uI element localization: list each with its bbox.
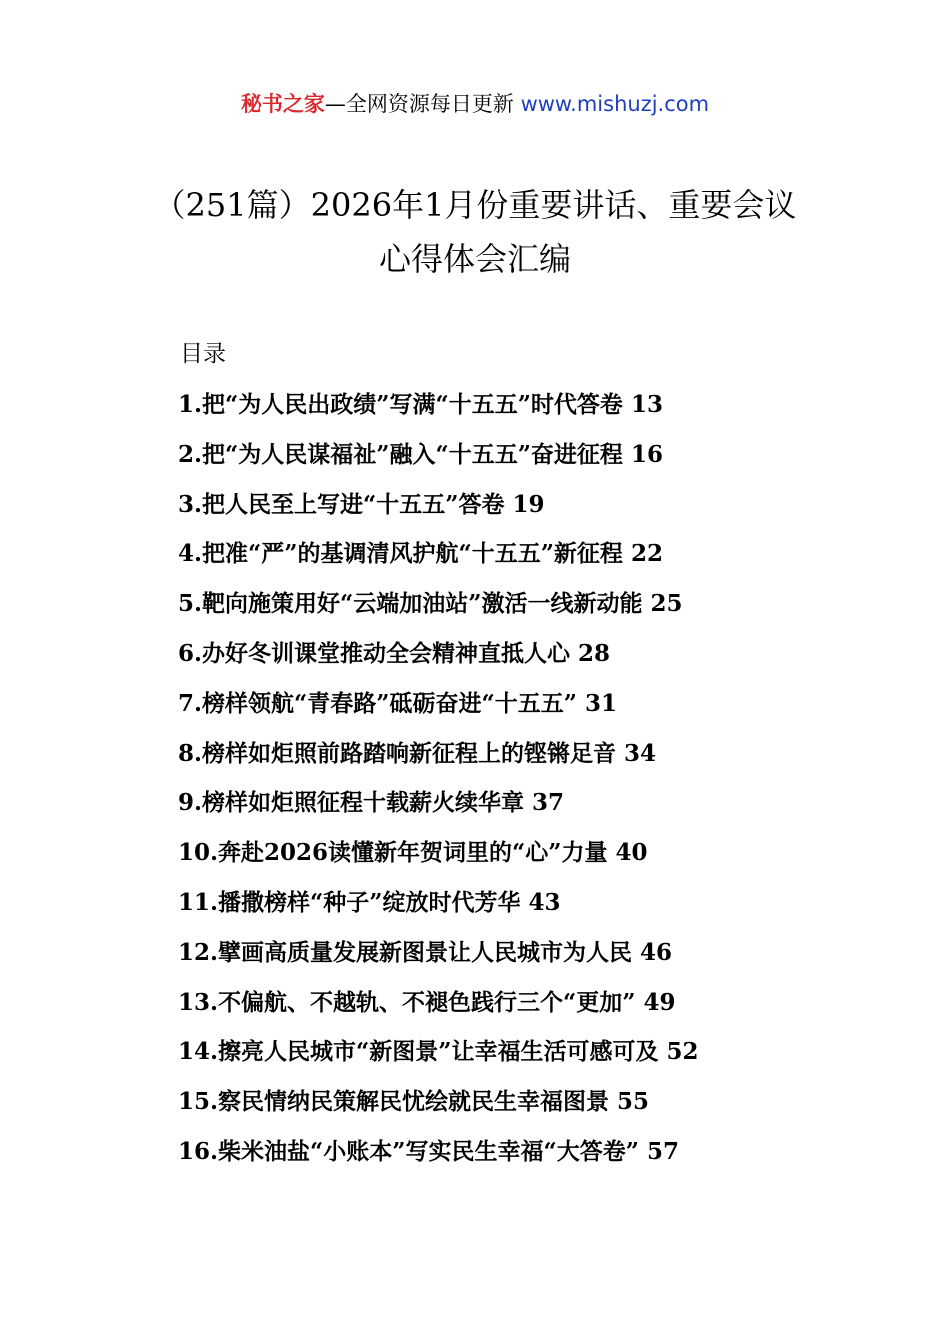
toc-entry-title: 7.榜样领航“青春路”砥砺奋进“十五五”: [178, 689, 577, 717]
toc-entry-title: 14.擦亮人民城市“新图景”让幸福生活可感可及: [178, 1038, 659, 1066]
toc-entry[interactable]: [178, 636, 818, 686]
toc-entry-page-number: 16: [630, 440, 663, 468]
toc-entry-title: 8.榜样如炬照前路踏响新征程上的铿锵足音: [178, 739, 617, 767]
toc-entry-title: 6.办好冬训课堂推动全会精神直抵人心: [178, 639, 571, 667]
toc-entry[interactable]: [178, 586, 818, 636]
toc-entry[interactable]: [178, 935, 818, 985]
toc-entry-page-number: 55: [617, 1088, 650, 1116]
toc-entry[interactable]: [178, 536, 818, 586]
document-title-line-2: 心得体会汇编: [378, 240, 571, 278]
site-url-link[interactable]: www.mishuzj.com: [520, 92, 710, 116]
toc-entry-page-number: 34: [624, 739, 657, 767]
toc-entry-page-number: 13: [630, 391, 663, 418]
toc-entry[interactable]: [178, 785, 818, 835]
toc-entry-page-number: 37: [532, 789, 565, 817]
toc-entry-page-number: 22: [630, 540, 663, 568]
toc-entry[interactable]: [178, 387, 818, 437]
toc-entry[interactable]: [178, 686, 818, 736]
header-tagline: —全网资源每日更新: [324, 92, 514, 116]
toc-heading: 目录: [180, 341, 226, 367]
site-header: [0, 88, 950, 120]
toc-entry-title: 9.榜样如炬照征程十载薪火续华章: [178, 789, 525, 817]
toc-entry[interactable]: [178, 736, 818, 786]
toc-entry-page-number: 46: [640, 938, 673, 966]
toc-entry-title: 3.把人民至上写进“十五五”答卷: [178, 490, 505, 518]
toc-entry-title: 10.奔赴2026读懂新年贺词里的“心”力量: [178, 839, 608, 867]
toc-entry-page-number: 31: [584, 689, 617, 717]
toc-entry-page-number: 57: [646, 1137, 679, 1165]
toc-entry-page-number: 25: [650, 590, 683, 618]
document-title: [60, 178, 890, 286]
toc-entry[interactable]: [178, 835, 818, 885]
toc-entry-page-number: 40: [615, 839, 648, 867]
toc-entry-title: 2.把“为人民谋福祉”融入“十五五”奋进征程: [178, 440, 623, 468]
toc-entry-title: 5.靶向施策用好“云端加油站”激活一线新动能: [178, 590, 643, 618]
table-of-contents: [178, 387, 818, 1184]
brand-name: 秘书之家: [240, 92, 325, 116]
toc-entry-page-number: 19: [512, 490, 545, 518]
toc-entry-page-number: 49: [643, 988, 676, 1016]
toc-entry-page-number: 52: [666, 1038, 699, 1066]
toc-entry-title: 4.把准“严”的基调清风护航“十五五”新征程: [178, 540, 623, 568]
toc-entry[interactable]: [178, 985, 818, 1035]
toc-entry[interactable]: [178, 1134, 818, 1184]
document-title-line-1: （251篇）2026年1月份重要讲话、重要会议: [153, 186, 797, 224]
toc-entry-title: 16.柴米油盐“小账本”写实民生幸福“大答卷”: [178, 1137, 639, 1165]
toc-entry-page-number: 43: [528, 888, 561, 916]
toc-entry[interactable]: [178, 437, 818, 487]
toc-entry[interactable]: [178, 487, 818, 537]
toc-entry-title: 1.把“为人民出政绩”写满“十五五”时代答卷: [178, 391, 623, 418]
toc-entry-title: 11.播撒榜样“种子”绽放时代芳华: [178, 888, 521, 916]
toc-entry-title: 13.不偏航、不越轨、不褪色践行三个“更加”: [178, 988, 636, 1016]
toc-entry-title: 15.察民情纳民策解民忧绘就民生幸福图景: [178, 1088, 610, 1116]
toc-entry-title: 12.擘画高质量发展新图景让人民城市为人民: [178, 938, 633, 966]
toc-entry[interactable]: [178, 885, 818, 935]
toc-entry[interactable]: [178, 1084, 818, 1134]
toc-entry[interactable]: [178, 1034, 818, 1084]
toc-entry-page-number: 28: [578, 639, 611, 667]
